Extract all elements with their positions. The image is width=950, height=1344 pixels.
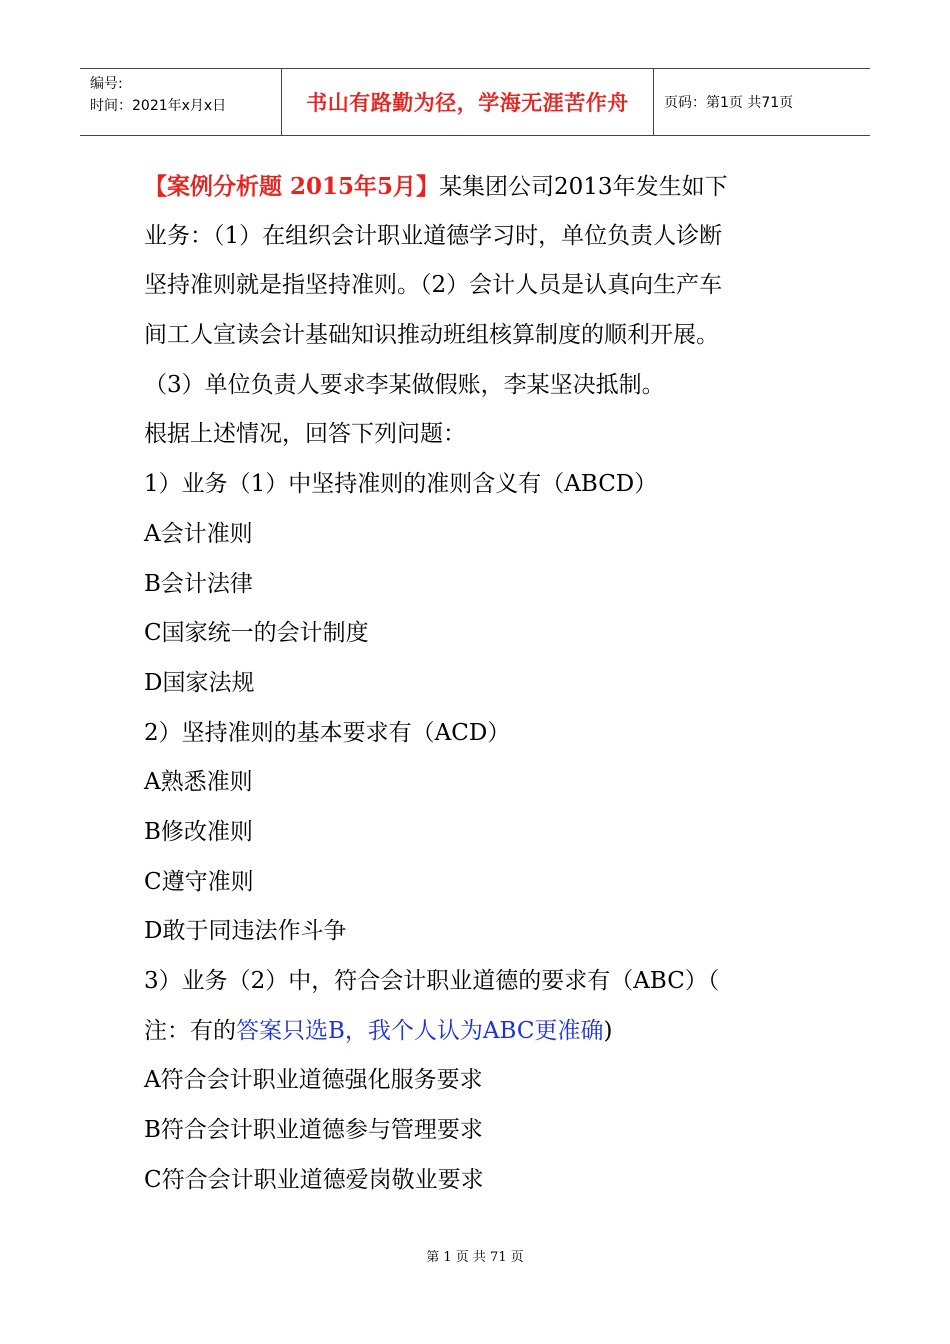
- header-page-info: 页码：第1页 共71页: [664, 95, 794, 111]
- body-line: 根据上述情况，回答下列问题：: [144, 421, 466, 448]
- option-line: C遵守准则: [144, 868, 254, 895]
- intro-line: [144, 162, 824, 212]
- option-line: A符合会计职业道德强化服务要求: [144, 1067, 483, 1094]
- number-label: 编号:: [90, 76, 123, 92]
- body-line: 业务：（1）在组织会计职业道德学习时，单位负责人诊断: [144, 222, 723, 249]
- note-line: [144, 1007, 824, 1057]
- question-1: 1）业务（1）中坚持准则的准则含义有（ABCD）: [144, 471, 658, 498]
- header-motto: 书山有路勤为径，学海无涯苦作舟: [282, 69, 654, 135]
- intro-text: 某集团公司2013年发生如下: [439, 174, 728, 200]
- question-2: 2）坚持准则的基本要求有（ACD）: [144, 719, 511, 746]
- page-header: [80, 68, 870, 136]
- note-highlight: 答案只选B，我个人认为ABC更准确: [236, 1017, 604, 1044]
- document-body: [144, 162, 824, 1205]
- option-line: B符合会计职业道德参与管理要求: [144, 1117, 483, 1144]
- option-line: C国家统一的会计制度: [144, 620, 369, 647]
- case-title: 【案例分析题 2015年5月】: [144, 173, 440, 200]
- option-line: B修改准则: [144, 818, 253, 845]
- time-label: 时间：2021年x月x日: [90, 98, 227, 114]
- note-prefix: 注：有的: [144, 1017, 236, 1044]
- option-line: A熟悉准则: [144, 769, 253, 796]
- page-footer: 第 1 页 共 71 页: [426, 1250, 524, 1265]
- option-line: A会计准则: [144, 520, 253, 547]
- body-line: 坚持准则就是指坚持准则。（2）会计人员是认真向生产车: [144, 272, 723, 299]
- option-line: B会计法律: [144, 570, 253, 597]
- header-meta-cell: [80, 69, 282, 135]
- option-line: D敢于同违法作斗争: [144, 918, 347, 945]
- option-line: D国家法规: [144, 669, 255, 696]
- option-line: C符合会计职业道德爱岗敬业要求: [144, 1166, 484, 1193]
- note-suffix: ): [603, 1017, 613, 1044]
- body-line: （3）单位负责人要求李某做假账，李某坚决抵制。: [144, 371, 665, 398]
- question-3: 3）业务（2）中，符合会计职业道德的要求有（ABC）（: [144, 968, 720, 994]
- body-line: 间工人宣读会计基础知识推动班组核算制度的顺利开展。: [144, 322, 719, 349]
